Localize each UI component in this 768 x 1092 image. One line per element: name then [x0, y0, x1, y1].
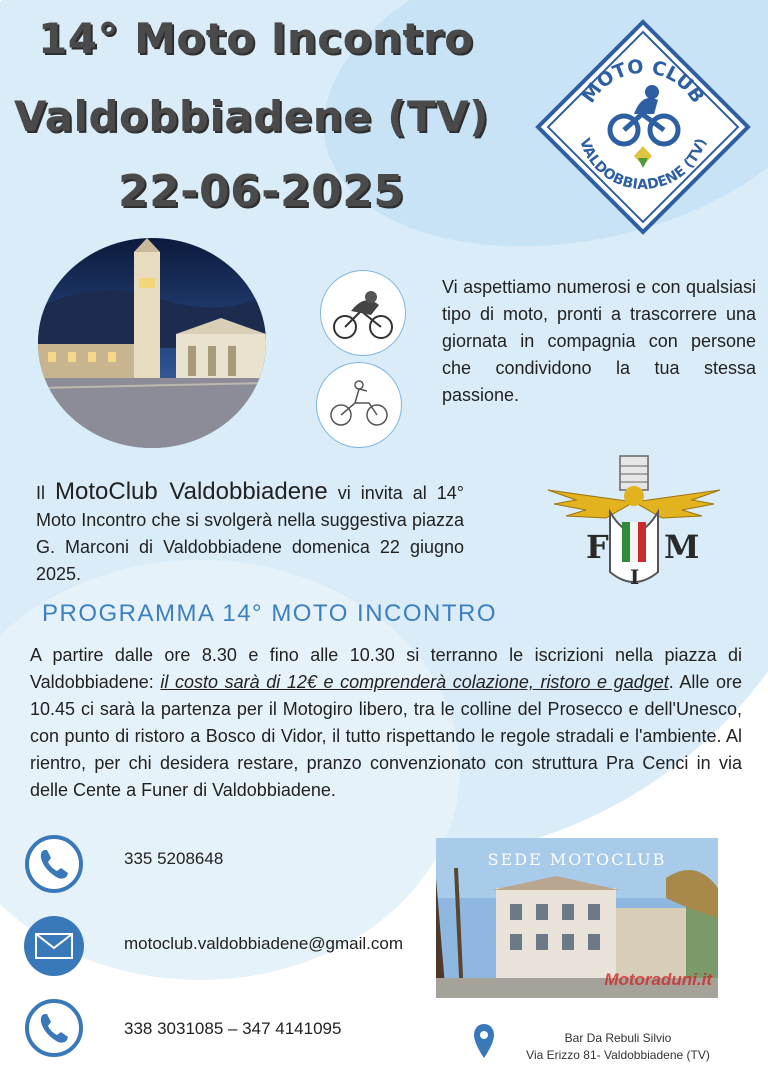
- phone-number-1[interactable]: 335 5208648: [124, 849, 224, 868]
- program-text-2: . Alle ore 10.45 ci sarà la partenza per il Motogiro libero, tra le colline del Prosecco e dell'Unesco, con punto di ristoro a Bosco di Vidor, il tutto rispettando le regole stradali e l'ambiente. Al rientro, per chi desidera restare, pranzo convenzionato con struttura Pra Cenci in via delle Cente a Funer di Valdobbiadene.: [30, 672, 742, 800]
- program-text-1: A partire dalle ore 8.30 e fino alle 10.30 si terranno le iscrizioni nella piazza di Valdobbiadene:: [30, 645, 742, 692]
- intro-paragraph: Vi aspettiamo numerosi e con qualsiasi tipo di moto, pronti a trascorrere una giornata in compagnia con persone che condividono la tua stessa passione.: [442, 277, 756, 405]
- title-line-1: 14° Moto Incontro: [38, 14, 474, 63]
- moto-cruiser-icon: [317, 363, 401, 447]
- sede-address: [506, 1030, 730, 1064]
- mail-icon: [24, 916, 84, 976]
- club-name: MotoClub Valdobbiadene: [55, 478, 328, 505]
- invite-text: vi invita al 14° Moto Incontro che si svolgerà nella suggestiva piazza G. Marconi di Valdobbiadene domenica 22 giugno 2025.: [36, 483, 464, 584]
- logo-text-top: MOTO CLUB: [577, 55, 709, 108]
- address-line-1: Bar Da Rebuli Silvio: [564, 1031, 672, 1045]
- phone-numbers-2[interactable]: 338 3031085 – 347 4141095: [124, 1019, 342, 1038]
- motoclub-logo: [534, 18, 752, 236]
- logo-text-bottom: VALDOBBIADENE (TV): [576, 136, 710, 194]
- sede-photo: [436, 838, 718, 998]
- fmi-logo: [546, 452, 722, 592]
- sede-label: SEDE MOTOCLUB: [487, 850, 667, 869]
- svg-text:M: M: [664, 528, 700, 566]
- phone-icon: [24, 834, 84, 894]
- email-address[interactable]: motoclub.valdobbiadene@gmail.com: [124, 934, 404, 953]
- svg-text:F: F: [586, 528, 609, 566]
- program-cost: il costo sarà di 12€ e comprenderà colazione, ristoro e gadget: [160, 672, 669, 692]
- moto-racer-icon: [321, 271, 405, 355]
- town-photo: [38, 238, 266, 448]
- event-date: 22-06-2025: [118, 166, 405, 217]
- moto-cruiser-circle: [316, 362, 402, 448]
- program-title: PROGRAMMA 14° MOTO INCONTRO: [42, 600, 498, 627]
- title-line-2: Valdobbiadene (TV): [14, 92, 489, 141]
- program-paragraph: [30, 642, 742, 804]
- invite-prefix: Il: [36, 483, 55, 503]
- location-pin-icon: [472, 1022, 496, 1060]
- watermark: Motoraduni.it: [604, 970, 712, 989]
- svg-text:I: I: [630, 565, 640, 589]
- phone-icon: [24, 998, 84, 1058]
- invite-paragraph: [36, 478, 464, 588]
- address-line-2: Via Erizzo 81- Valdobbiadene (TV): [526, 1048, 710, 1062]
- moto-racer-circle: [320, 270, 406, 356]
